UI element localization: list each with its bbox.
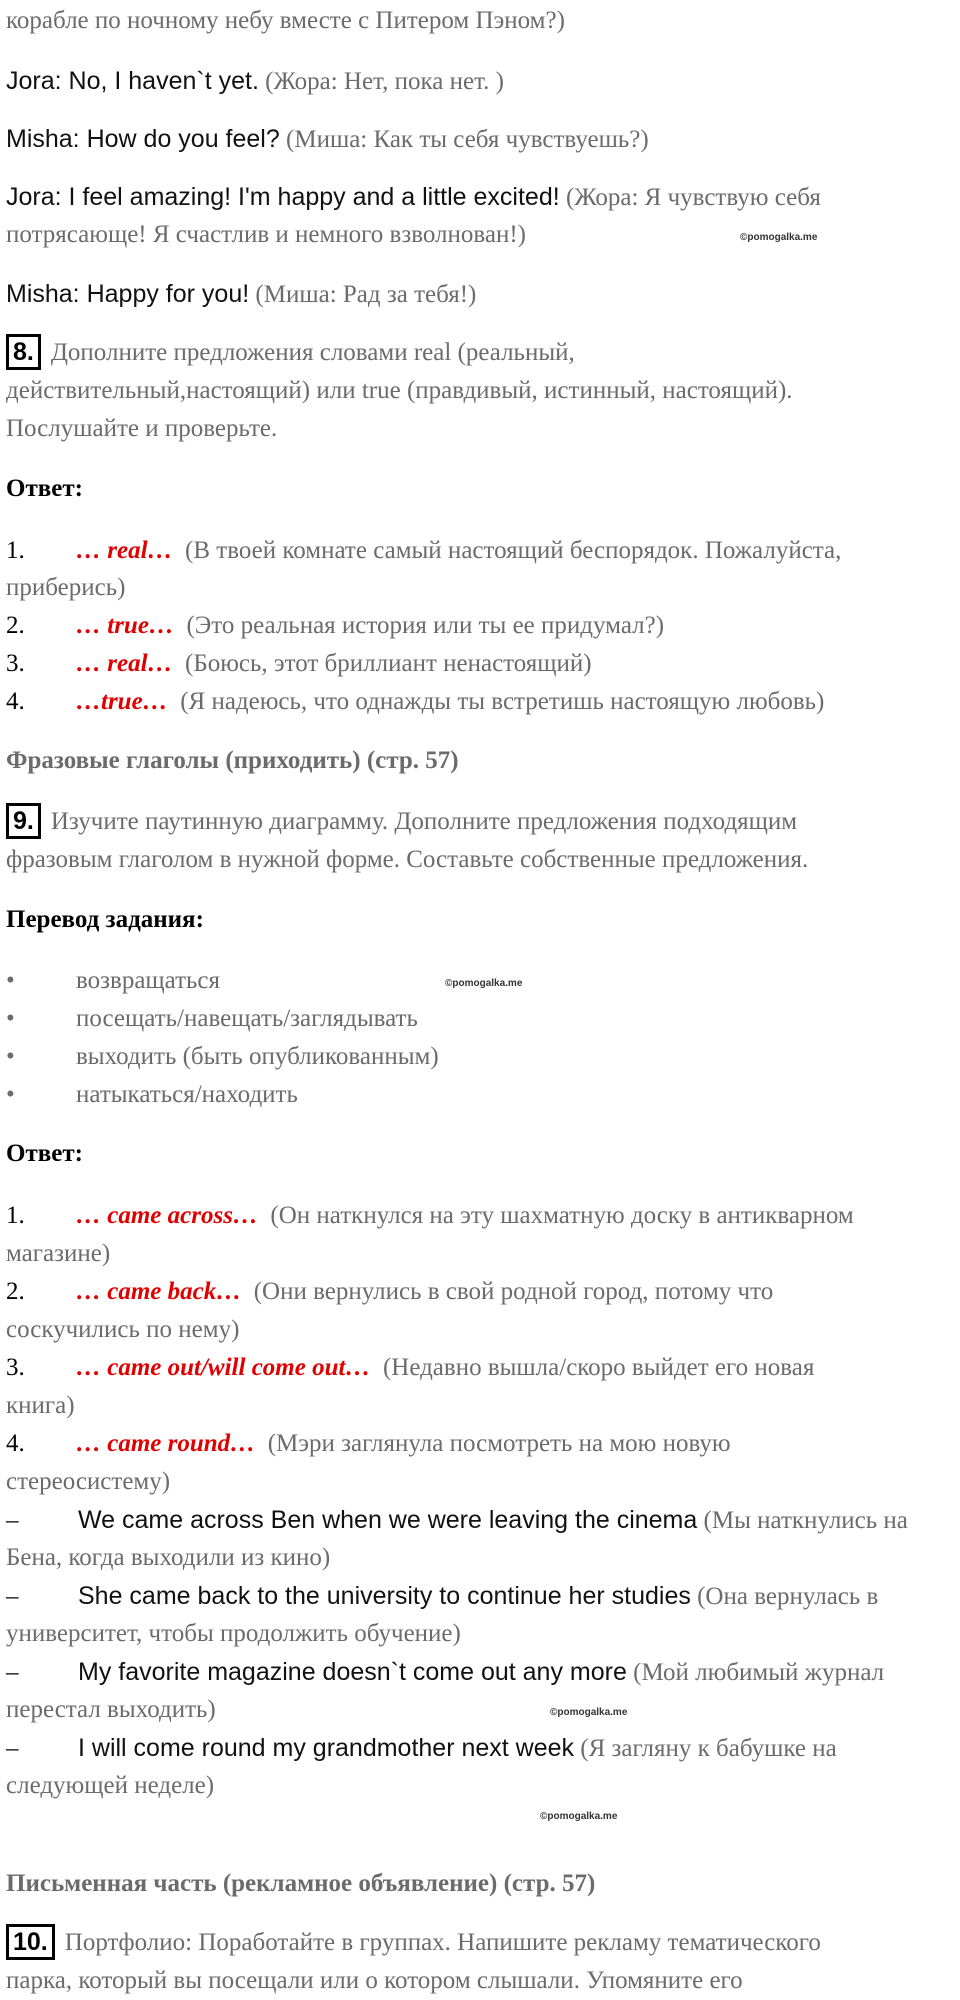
bullet-icon: • bbox=[6, 1081, 15, 1108]
dialog-translation: (Миша: Как ты себя чувствуешь?) bbox=[286, 126, 649, 153]
bullet-icon: • bbox=[6, 967, 15, 994]
dialog-translation: (Миша: Рад за тебя!) bbox=[255, 281, 477, 308]
answer-item bbox=[6, 532, 841, 570]
own-sentence bbox=[6, 1577, 878, 1616]
own-translation: (Она вернулась в bbox=[697, 1583, 879, 1610]
item-translation: магазине) bbox=[6, 1240, 111, 1267]
watermark: ©pomogalka.me bbox=[445, 978, 523, 989]
dialog-line bbox=[6, 216, 526, 254]
task-text: фразовым глаголом в нужной форме. Составьте собственные предложения. bbox=[6, 846, 809, 873]
exercise-number: 8. bbox=[6, 334, 41, 370]
item-number: 3. bbox=[6, 650, 25, 677]
item-translation: (Я надеюсь, что однажды ты встретишь настоящую любовь) bbox=[180, 688, 825, 715]
dialog-english: Jora: I feel amazing! I'm happy and a little excited! bbox=[6, 183, 560, 211]
answer-word: … real… bbox=[76, 650, 173, 677]
dash-marker: – bbox=[6, 1583, 19, 1610]
dialog-line bbox=[6, 62, 504, 101]
answer-word: … came round… bbox=[76, 1430, 256, 1457]
exercise-8-task bbox=[6, 334, 575, 372]
item-translation: (Он наткнулся на эту шахматную доску в антикварном bbox=[270, 1202, 854, 1229]
own-sentence bbox=[6, 1691, 216, 1729]
own-sentence bbox=[6, 1539, 330, 1577]
bullet-item bbox=[6, 962, 220, 1000]
own-english: We came across Ben when we were leaving the cinema bbox=[78, 1506, 698, 1534]
own-translation: (Я загляну к бабушке на bbox=[580, 1735, 837, 1762]
own-english: She came back to the university to continue her studies bbox=[78, 1582, 691, 1610]
own-translation: следующей неделе) bbox=[6, 1772, 215, 1799]
answer-word: …true… bbox=[76, 688, 168, 715]
item-number: 4. bbox=[6, 1430, 25, 1457]
own-sentence bbox=[6, 1729, 837, 1768]
exercise-10-task bbox=[6, 1924, 821, 1962]
dialog-translation: потрясающе! Я счастлив и немного взволнован!) bbox=[6, 221, 526, 248]
item-translation: книга) bbox=[6, 1392, 75, 1419]
bullet-item bbox=[6, 1076, 298, 1114]
answer-item bbox=[6, 1387, 75, 1425]
watermark: ©pomogalka.me bbox=[550, 1707, 628, 1718]
task-text: Послушайте и проверьте. bbox=[6, 415, 278, 442]
own-translation: университет, чтобы продолжить обучение) bbox=[6, 1620, 461, 1647]
exercise-8-task bbox=[6, 372, 793, 410]
task-text: Изучите паутинную диаграмму. Дополните предложения подходящим bbox=[50, 808, 798, 835]
dialog-english: Misha: Happy for you! bbox=[6, 280, 250, 308]
answer-item bbox=[6, 1197, 854, 1235]
dialog-line bbox=[6, 275, 476, 314]
answer-item bbox=[6, 1463, 170, 1501]
item-translation: (Недавно вышла/скоро выйдет его новая bbox=[382, 1354, 815, 1381]
answer-item bbox=[6, 683, 824, 721]
own-english: I will come round my grandmother next week bbox=[78, 1734, 575, 1762]
own-sentence bbox=[6, 1501, 908, 1540]
answer-item bbox=[6, 1273, 773, 1311]
bullet-icon: • bbox=[6, 1005, 15, 1032]
bullet-text: выходить (быть опубликованным) bbox=[76, 1043, 439, 1070]
item-translation: приберись) bbox=[6, 574, 126, 601]
task-text: Портфолио: Поработайте в группах. Напишите рекламу тематического bbox=[64, 1929, 821, 1956]
item-translation: (Они вернулись в свой родной город, потому что bbox=[253, 1278, 774, 1305]
answer-item bbox=[6, 1235, 110, 1273]
dash-marker: – bbox=[6, 1659, 19, 1686]
own-translation: (Мой любимый журнал bbox=[633, 1659, 885, 1686]
answer-item bbox=[6, 1425, 731, 1463]
watermark: ©pomogalka.me bbox=[740, 232, 818, 243]
item-number: 2. bbox=[6, 1278, 25, 1305]
answer-item bbox=[6, 569, 125, 607]
item-number: 1. bbox=[6, 1202, 25, 1229]
dialog-translation: корабле по ночному небу вместе с Питером Пэном?) bbox=[6, 7, 565, 34]
dialog-translation: (Жора: Я чувствую себя bbox=[565, 184, 821, 211]
answer-item bbox=[6, 1349, 814, 1387]
translation-label: Перевод задания: bbox=[6, 906, 204, 933]
dash-marker: – bbox=[6, 1735, 19, 1762]
item-translation: (Мэри заглянула посмотреть на мою новую bbox=[267, 1430, 731, 1457]
dash-marker: – bbox=[6, 1507, 19, 1534]
section-heading: Фразовые глаголы (приходить) (стр. 57) bbox=[6, 747, 459, 774]
own-translation: перестал выходить) bbox=[6, 1696, 216, 1723]
task-text: Дополните предложения словами real (реальный, bbox=[50, 339, 575, 366]
dialog-line bbox=[6, 2, 565, 40]
answer-label: Ответ: bbox=[6, 475, 83, 502]
own-sentence bbox=[6, 1653, 884, 1692]
answer-word: … true… bbox=[76, 612, 174, 639]
bullet-item bbox=[6, 1000, 418, 1038]
exercise-number: 9. bbox=[6, 803, 41, 839]
item-number: 1. bbox=[6, 537, 25, 564]
answer-word: … came out/will come out… bbox=[76, 1354, 371, 1381]
own-translation: Бена, когда выходили из кино) bbox=[6, 1544, 331, 1571]
answer-item bbox=[6, 1311, 239, 1349]
answer-item bbox=[6, 645, 592, 683]
item-translation: (В твоей комнате самый настоящий беспорядок. Пожалуйста, bbox=[185, 537, 842, 564]
dialog-english: Jora: No, I haven`t yet. bbox=[6, 67, 259, 95]
item-translation: (Боюсь, этот бриллиант ненастоящий) bbox=[185, 650, 592, 677]
own-english: My favorite magazine doesn`t come out any more bbox=[78, 1658, 627, 1686]
exercise-number: 10. bbox=[6, 1924, 55, 1960]
task-text: парка, который вы посещали или о котором слышали. Упомяните его bbox=[6, 1967, 743, 1994]
own-sentence bbox=[6, 1767, 214, 1805]
answer-word: … came across… bbox=[76, 1202, 258, 1229]
exercise-8-task bbox=[6, 410, 277, 448]
dialog-line bbox=[6, 120, 649, 159]
dialog-translation: (Жора: Нет, пока нет. ) bbox=[265, 68, 504, 95]
bullet-icon: • bbox=[6, 1043, 15, 1070]
bullet-item bbox=[6, 1038, 439, 1076]
answer-word: … real… bbox=[76, 537, 173, 564]
answer-label: Ответ: bbox=[6, 1140, 83, 1167]
item-translation: (Это реальная история или ты ее придумал?) bbox=[186, 612, 665, 639]
item-translation: соскучились по нему) bbox=[6, 1316, 240, 1343]
dialog-english: Misha: How do you feel? bbox=[6, 125, 280, 153]
exercise-9-task bbox=[6, 803, 797, 841]
item-translation: стереосистему) bbox=[6, 1468, 171, 1495]
answer-item bbox=[6, 607, 664, 645]
watermark: ©pomogalka.me bbox=[540, 1811, 618, 1822]
own-translation: (Мы наткнулись на bbox=[703, 1507, 908, 1534]
item-number: 4. bbox=[6, 688, 25, 715]
section-heading: Письменная часть (рекламное объявление) (стр. 57) bbox=[6, 1870, 596, 1897]
item-number: 3. bbox=[6, 1354, 25, 1381]
bullet-text: посещать/навещать/заглядывать bbox=[76, 1005, 418, 1032]
dialog-line bbox=[6, 178, 821, 217]
exercise-9-task bbox=[6, 841, 808, 879]
exercise-10-task bbox=[6, 1962, 743, 2000]
task-text: действительный,настоящий) или true (правдивый, истинный, настоящий). bbox=[6, 377, 793, 404]
own-sentence bbox=[6, 1615, 461, 1653]
bullet-text: возвращаться bbox=[76, 967, 221, 994]
item-number: 2. bbox=[6, 612, 25, 639]
answer-word: … came back… bbox=[76, 1278, 242, 1305]
bullet-text: натыкаться/находить bbox=[76, 1081, 298, 1108]
